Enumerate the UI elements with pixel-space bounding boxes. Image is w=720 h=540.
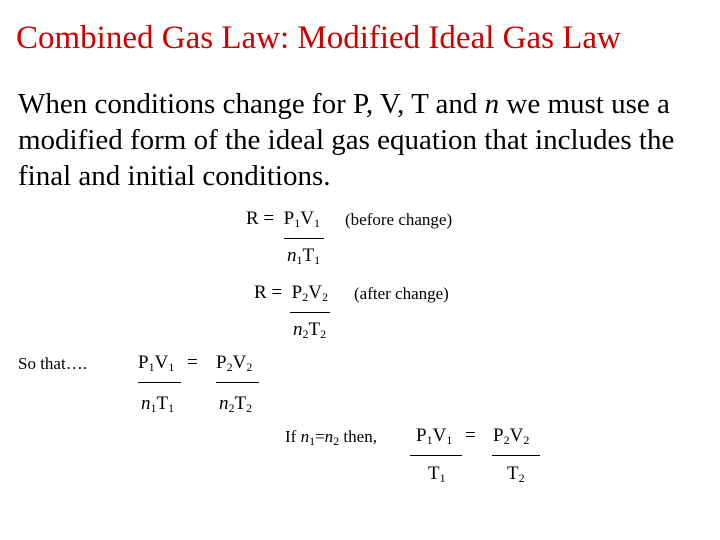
- so-that-left-v: V: [154, 352, 169, 373]
- if-equals: =: [465, 425, 476, 446]
- eq-before-denominator: [287, 245, 320, 267]
- intro-n-variable: n: [484, 88, 500, 120]
- if-left-t-sub: 1: [439, 471, 446, 485]
- so-that-right-n: n: [219, 393, 229, 414]
- so-that-label: So that….: [18, 354, 87, 373]
- so-that-left-t: T: [156, 393, 169, 414]
- eq-after-n-sub: 2: [302, 327, 309, 341]
- so-that-left-n: n: [141, 393, 151, 414]
- if-left-v: V: [432, 425, 447, 446]
- if-left-t: T: [428, 463, 440, 484]
- so-that-right-p-sub: 2: [226, 360, 233, 374]
- intro-text-post: we must use a modified form of the ideal gas equation that includes the final and initial conditions.: [18, 88, 675, 192]
- if-right-numerator: [493, 425, 529, 447]
- eq-before-fraction-bar: [284, 238, 324, 239]
- intro-text-pre: When conditions change for P, V, T and: [18, 88, 485, 120]
- so-that-right-v: V: [232, 352, 247, 373]
- so-that-right-n-sub: 2: [228, 401, 235, 415]
- if-right-t: T: [507, 463, 519, 484]
- eq-after-p: P: [291, 282, 303, 303]
- slide-title: Combined Gas Law: Modified Ideal Gas Law: [16, 20, 621, 56]
- eq-before-p: P: [283, 208, 295, 229]
- so-that-right-p: P: [216, 352, 227, 373]
- so-that-right-t-sub: 2: [246, 401, 253, 415]
- if-clause-label: [285, 426, 377, 448]
- if-clause-n1-sub: 1: [309, 434, 316, 448]
- intro-paragraph: [18, 86, 708, 194]
- eq-after-v-sub: 2: [321, 290, 328, 304]
- if-right-p-sub: 2: [503, 433, 510, 447]
- eq-before-v: V: [300, 208, 314, 229]
- eq-after-v: V: [308, 282, 322, 303]
- so-that-left-p: P: [138, 352, 149, 373]
- eq-before-note: (before change): [345, 210, 453, 229]
- eq-after-note: (after change): [354, 284, 449, 303]
- if-clause-n2: n: [324, 427, 334, 446]
- so-that-right-denominator: [219, 393, 252, 415]
- eq-before-numerator-row: [246, 208, 320, 230]
- if-left-numerator: [416, 425, 452, 447]
- eq-before-n-sub: 1: [296, 253, 303, 267]
- eq-after-numerator-row: [254, 282, 328, 304]
- eq-before-t-sub: 1: [314, 253, 321, 267]
- if-left-denominator: [428, 463, 446, 485]
- eq-before-v-sub: 1: [313, 216, 320, 230]
- so-that-right-t: T: [234, 393, 247, 414]
- eq-after-p-sub: 2: [302, 290, 309, 304]
- so-that-right-numerator: [216, 352, 252, 374]
- if-clause-pre: If: [285, 427, 301, 446]
- so-that-left-n-sub: 1: [150, 401, 157, 415]
- so-that-equals: =: [187, 352, 198, 373]
- eq-after-denominator: [293, 319, 326, 341]
- eq-before-p-sub: 1: [294, 216, 301, 230]
- so-that-left-v-sub: 1: [168, 360, 175, 374]
- eq-after-n: n: [293, 319, 303, 340]
- if-right-fraction-bar: [492, 455, 540, 456]
- if-clause-eq: =: [315, 427, 325, 446]
- eq-after-fraction-bar: [290, 312, 330, 313]
- if-clause-n1: n: [300, 427, 310, 446]
- if-right-v: V: [509, 425, 524, 446]
- eq-before-t: T: [302, 245, 315, 266]
- if-right-p: P: [493, 425, 504, 446]
- if-left-p-sub: 1: [426, 433, 433, 447]
- eq-after-t-sub: 2: [320, 327, 327, 341]
- eq-before-n: n: [287, 245, 297, 266]
- so-that-left-denominator: [141, 393, 174, 415]
- eq-before-lhs: R =: [246, 208, 275, 229]
- if-left-fraction-bar: [410, 455, 462, 456]
- so-that-right-v-sub: 2: [246, 360, 253, 374]
- if-left-p: P: [416, 425, 427, 446]
- so-that-left-t-sub: 1: [168, 401, 175, 415]
- if-right-t-sub: 2: [518, 471, 525, 485]
- so-that-right-fraction-bar: [216, 382, 259, 383]
- eq-after-t: T: [308, 319, 321, 340]
- if-right-denominator: [507, 463, 525, 485]
- if-clause-n2-sub: 2: [333, 434, 340, 448]
- if-left-v-sub: 1: [446, 433, 453, 447]
- so-that-left-fraction-bar: [138, 382, 181, 383]
- so-that-left-p-sub: 1: [148, 360, 155, 374]
- if-clause-post: then,: [339, 427, 377, 446]
- so-that-left-numerator: [138, 352, 174, 374]
- if-right-v-sub: 2: [523, 433, 530, 447]
- eq-after-lhs: R =: [254, 282, 283, 303]
